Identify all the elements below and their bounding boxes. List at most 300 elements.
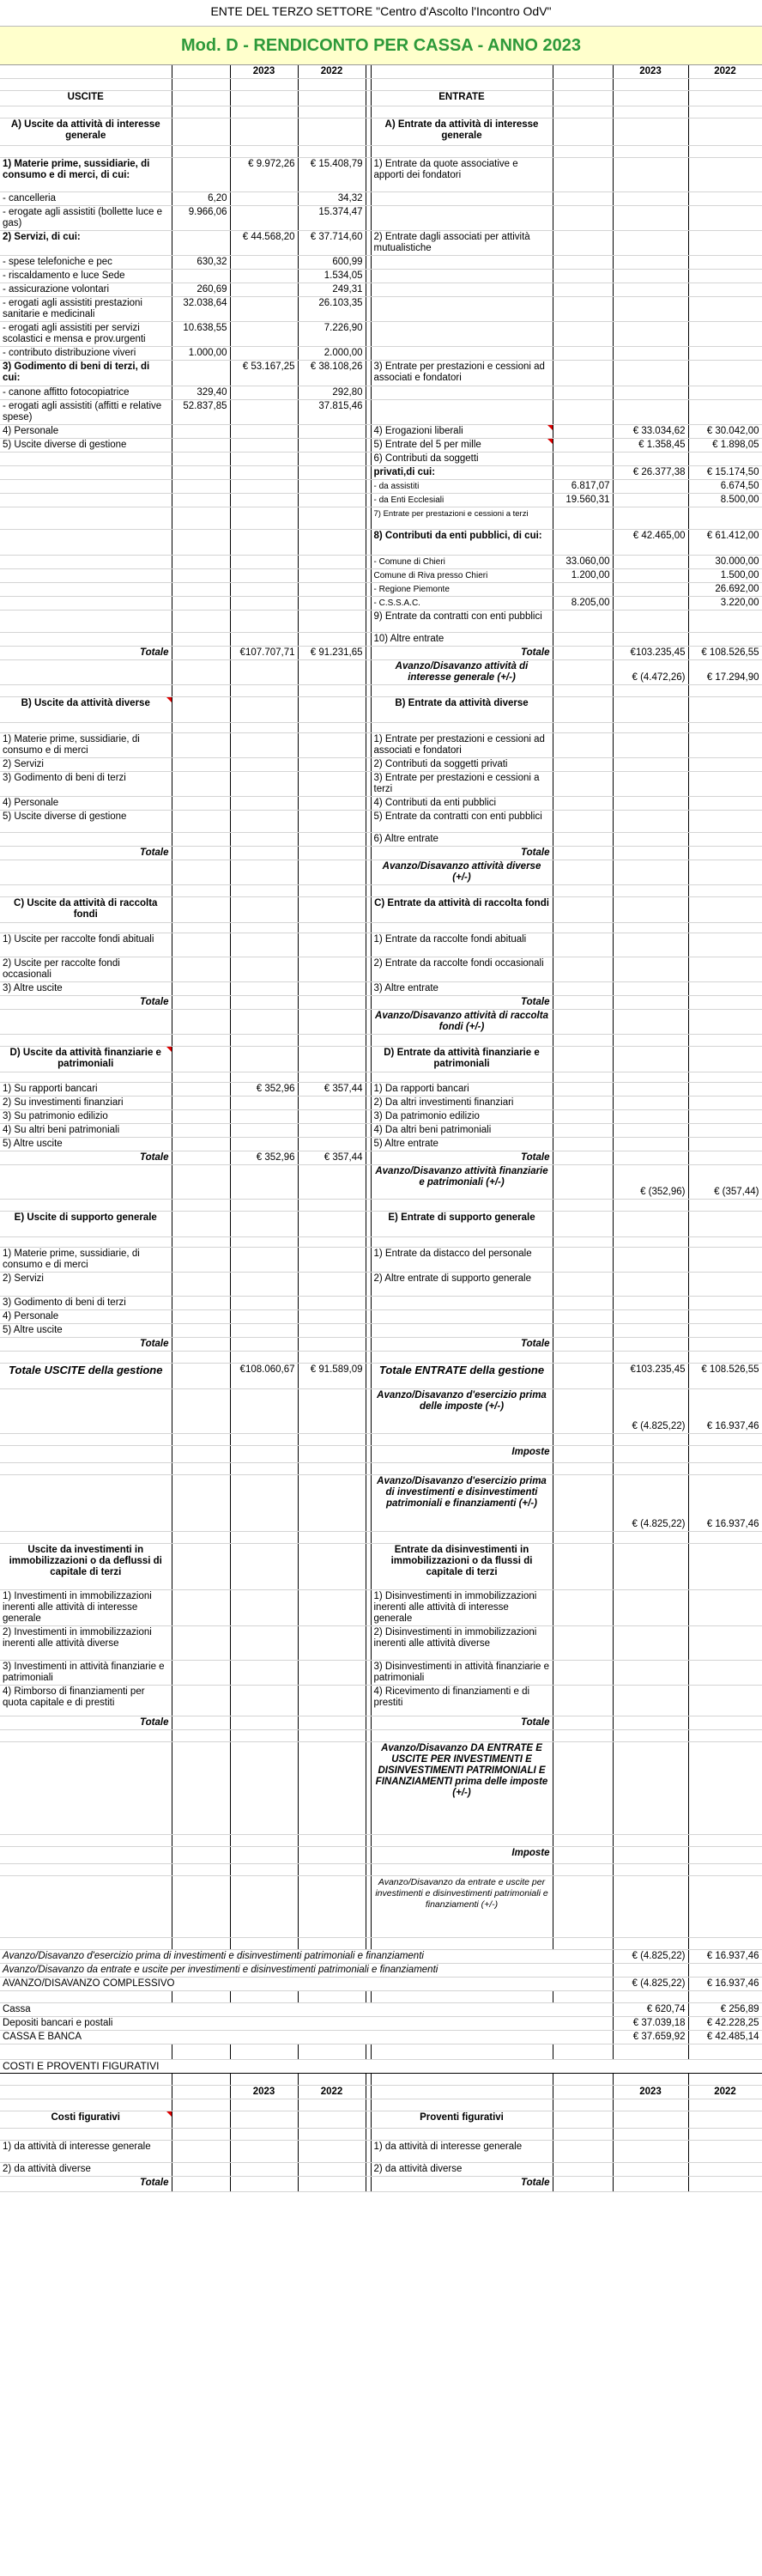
- report-title: Mod. D - RENDICONTO PER CASSA - ANNO 2023: [0, 27, 762, 65]
- entrate-sub-amount: [553, 1248, 613, 1273]
- entrate-sub-amount: [553, 158, 613, 192]
- uscite-amount-2023: €107.707,71: [230, 647, 298, 660]
- uscite-label: Totale: [0, 1338, 172, 1352]
- uscite-amount-2022: [298, 1310, 366, 1324]
- entrate-amount-2022: [688, 758, 762, 772]
- uscite-sub-amount: [172, 2099, 230, 2111]
- entrate-sub-amount: 19.560,31: [553, 494, 613, 507]
- uscite-sub-amount: [172, 982, 230, 996]
- report-row: [0, 897, 762, 923]
- uscite-label: [0, 583, 172, 597]
- uscite-label: [0, 2129, 172, 2141]
- amount-2023: € 620,74: [613, 2003, 688, 2017]
- report-row: [0, 758, 762, 772]
- uscite-sub-amount: [172, 1475, 230, 1532]
- uscite-amount-2023: [230, 2129, 298, 2141]
- uscite-label: [0, 1212, 172, 1237]
- entrate-amount-2023: [613, 2099, 688, 2111]
- uscite-label: [0, 480, 172, 494]
- uscite-amount-2022: [298, 1661, 366, 1686]
- uscite-label: [0, 530, 172, 556]
- uscite-label: - cancelleria: [0, 192, 172, 206]
- entrate-amount-2022: [688, 1047, 762, 1072]
- uscite-sub-amount: 10.638,55: [172, 322, 230, 347]
- uscite-sub-amount: [172, 530, 230, 556]
- uscite-amount-2023: [230, 2163, 298, 2177]
- entrate-amount-2022: [688, 633, 762, 647]
- entrate-amount-2022: [688, 1200, 762, 1212]
- uscite-sub-amount: [172, 1532, 230, 1544]
- uscite-amount-2022: [298, 1212, 366, 1237]
- entrate-amount-2022: [688, 297, 762, 322]
- entrate-amount-2023: [613, 256, 688, 270]
- summary-label: Cassa: [0, 2003, 613, 2017]
- uscite-amount-2023: [230, 597, 298, 611]
- uscite-sub-amount: [172, 494, 230, 507]
- entrate-label: - da Enti Ecclesiali: [371, 494, 553, 507]
- report-row: [0, 597, 762, 611]
- amount-2023: [613, 1964, 688, 1978]
- entrate-amount-2023: [613, 1200, 688, 1212]
- report-row: [0, 1165, 762, 1200]
- entrate-label: 1) Entrate da raccolte fondi abituali: [371, 933, 553, 957]
- entrate-sub-amount: [553, 833, 613, 847]
- entrate-amount-2023: [613, 1991, 688, 2003]
- uscite-sub-amount: [172, 1686, 230, 1716]
- uscite-label: 3) Godimento di beni di terzi: [0, 1297, 172, 1310]
- report-row: [0, 1200, 762, 1212]
- uscite-sub-amount: [172, 933, 230, 957]
- uscite-amount-2022: [298, 1686, 366, 1716]
- year-2022-header: 2022: [298, 2086, 366, 2099]
- report-header: [0, 0, 762, 65]
- entrate-sub-amount: [553, 1212, 613, 1237]
- uscite-amount-2022: [298, 2044, 366, 2060]
- entrate-label: [371, 1463, 553, 1475]
- uscite-amount-2022: [298, 1463, 366, 1475]
- report-row: [0, 2086, 762, 2099]
- entrate-sub-amount: [553, 697, 613, 723]
- uscite-sub-amount: [172, 1035, 230, 1047]
- entrate-amount-2022: [688, 118, 762, 146]
- uscite-label: [0, 897, 172, 923]
- entrate-amount-2023: [613, 206, 688, 231]
- uscite-sub-amount: [172, 597, 230, 611]
- entrate-sub-amount: [553, 1273, 613, 1297]
- uscite-label: [0, 1938, 172, 1950]
- entrate-amount-2022: [688, 897, 762, 923]
- uscite-label: 1) Materie prime, sussidiarie, di consumo e di merci: [0, 1248, 172, 1273]
- entrate-amount-2022: [688, 347, 762, 361]
- uscite-amount-2022: [298, 1248, 366, 1273]
- report-row: [0, 556, 762, 569]
- uscite-sub-amount: [172, 453, 230, 466]
- uscite-label: 4) Su altri beni patrimoniali: [0, 1124, 172, 1138]
- entrate-label: [371, 206, 553, 231]
- uscite-label: 5) Uscite diverse di gestione: [0, 811, 172, 833]
- report-row: [0, 1035, 762, 1047]
- uscite-label: Totale: [0, 2177, 172, 2192]
- entrate-sub-amount: [553, 231, 613, 256]
- entrate-amount-2023: [613, 1035, 688, 1047]
- report-row: [0, 2111, 762, 2129]
- uscite-label: - riscaldamento e luce Sede: [0, 270, 172, 283]
- entrate-amount-2022: [688, 1661, 762, 1686]
- entrate-sub-amount: [553, 2044, 613, 2060]
- uscite-amount-2023: [230, 1352, 298, 1364]
- uscite-amount-2022: [298, 982, 366, 996]
- uscite-amount-2023: [230, 797, 298, 811]
- entrate-amount-2023: [613, 1237, 688, 1248]
- entrate-sub-amount: [553, 923, 613, 933]
- report-row: [0, 811, 762, 833]
- entrate-amount-2023: [613, 79, 688, 91]
- uscite-sub-amount: [172, 1364, 230, 1389]
- entrate-amount-2022: [688, 733, 762, 758]
- entrate-amount-2023: [613, 833, 688, 847]
- uscite-label: [0, 1072, 172, 1083]
- entrate-label: 3) Da patrimonio edilizio: [371, 1110, 553, 1124]
- uscite-sub-amount: [172, 556, 230, 569]
- uscite-sub-amount: [172, 923, 230, 933]
- uscite-amount-2022: [298, 1273, 366, 1297]
- uscite-amount-2022: [298, 439, 366, 453]
- entrate-amount-2022: [688, 1310, 762, 1324]
- uscite-amount-2022: [298, 1847, 366, 1864]
- uscite-sub-amount: [172, 1389, 230, 1434]
- entrate-amount-2022: [688, 1072, 762, 1083]
- entrate-label: [371, 1324, 553, 1338]
- uscite-amount-2023: [230, 633, 298, 647]
- entrate-sub-amount: [553, 283, 613, 297]
- uscite-amount-2022: [298, 466, 366, 480]
- entrate-amount-2022: [688, 1010, 762, 1035]
- uscite-amount-2022: [298, 1297, 366, 1310]
- entrate-label: 3) Disinvestimenti in attività finanziarie e patrimoniali: [371, 1661, 553, 1686]
- entrate-amount-2022: € 17.294,90: [688, 660, 762, 685]
- uscite-amount-2022: [298, 583, 366, 597]
- report-row: [0, 494, 762, 507]
- uscite-label: Uscite da investimenti in immobilizzazioni o da deflussi di capitale di terzi: [0, 1544, 172, 1590]
- entrate-amount-2022: [688, 507, 762, 530]
- entrate-amount-2023: [613, 797, 688, 811]
- uscite-amount-2023: [230, 347, 298, 361]
- entrate-label: - C.S.S.A.C.: [371, 597, 553, 611]
- entrate-amount-2022: [688, 400, 762, 425]
- uscite-amount-2023: [230, 1716, 298, 1730]
- uscite-amount-2023: [230, 2099, 298, 2111]
- entrate-sub-amount: [553, 885, 613, 897]
- uscite-sub-amount: [172, 1661, 230, 1686]
- uscite-amount-2023: [230, 1434, 298, 1446]
- report-row: [0, 1212, 762, 1237]
- entrate-amount-2022: [688, 685, 762, 697]
- uscite-amount-2023: [230, 1876, 298, 1938]
- uscite-amount-2023: [230, 1212, 298, 1237]
- uscite-amount-2022: [298, 660, 366, 685]
- entrate-label: Avanzo/Disavanzo attività di raccolta fondi (+/-): [371, 1010, 553, 1035]
- uscite-label: 2) Servizi: [0, 758, 172, 772]
- entrate-label: Totale: [371, 1338, 553, 1352]
- entrate-amount-2022: [688, 2044, 762, 2060]
- report-row: [0, 1950, 762, 1964]
- uscite-amount-2023: € 9.972,26: [230, 158, 298, 192]
- uscite-amount-2022: [298, 923, 366, 933]
- entrate-label: 1) Disinvestimenti in immobilizzazioni inerenti alle attività di interesse generale: [371, 1590, 553, 1626]
- uscite-label: Costi figurativi: [0, 2111, 172, 2129]
- entrate-amount-2023: [613, 811, 688, 833]
- entrate-amount-2023: [613, 118, 688, 146]
- entrate-amount-2023: [613, 633, 688, 647]
- entrate-amount-2022: 26.692,00: [688, 583, 762, 597]
- uscite-label: [0, 1035, 172, 1047]
- uscite-label: Totale USCITE della gestione: [0, 1364, 172, 1389]
- uscite-amount-2022: [298, 1626, 366, 1661]
- uscite-amount-2022: [298, 1237, 366, 1248]
- entrate-amount-2022: [688, 1151, 762, 1165]
- entrate-amount-2023: [613, 1310, 688, 1324]
- uscite-sub-amount: [172, 270, 230, 283]
- report-row: [0, 1138, 762, 1151]
- uscite-amount-2023: [230, 466, 298, 480]
- entrate-label: [371, 1938, 553, 1950]
- entrate-sub-amount: [553, 453, 613, 466]
- uscite-amount-2023: [230, 1273, 298, 1297]
- entrate-amount-2022: [688, 1991, 762, 2003]
- uscite-amount-2022: [298, 1047, 366, 1072]
- entrate-label: 5) Altre entrate: [371, 1138, 553, 1151]
- entrate-label: 8) Contributi da enti pubblici, di cui:: [371, 530, 553, 556]
- uscite-sub-amount: [172, 1446, 230, 1463]
- uscite-sub-amount: [172, 758, 230, 772]
- report-row: [0, 1124, 762, 1138]
- uscite-label: [0, 106, 172, 118]
- report-row: [0, 733, 762, 758]
- summary-label: Depositi bancari e postali: [0, 2017, 613, 2031]
- entrate-label: Avanzo/Disavanzo da entrate e uscite per investimenti e disinvestimenti patrimoniali e finanziamenti (+/-): [371, 1876, 553, 1938]
- entrate-label: [371, 2099, 553, 2111]
- entrate-amount-2022: [688, 833, 762, 847]
- uscite-amount-2022: [298, 1165, 366, 1200]
- uscite-amount-2022: [298, 772, 366, 797]
- entrate-label: Avanzo/Disavanzo attività diverse (+/-): [371, 860, 553, 885]
- uscite-sub-amount: 329,40: [172, 386, 230, 400]
- section-title: C) Uscite da attività di raccolta fondi: [14, 898, 158, 920]
- uscite-amount-2022: [298, 453, 366, 466]
- uscite-amount-2022: [298, 2099, 366, 2111]
- entrate-label: Imposte: [371, 1847, 553, 1864]
- uscite-amount-2022: [298, 1124, 366, 1138]
- amount-2022: € 42.485,14: [688, 2031, 762, 2044]
- entrate-label: Comune di Riva presso Chieri: [371, 569, 553, 583]
- uscite-amount-2023: [230, 733, 298, 758]
- entity-name: ENTE DEL TERZO SETTORE "Centro d'Ascolto l'Incontro OdV": [0, 0, 762, 27]
- uscite-amount-2023: [230, 91, 298, 106]
- uscite-label: [0, 1742, 172, 1835]
- uscite-amount-2022: [298, 797, 366, 811]
- uscite-amount-2023: [230, 270, 298, 283]
- uscite-amount-2023: [230, 1463, 298, 1475]
- uscite-label: [0, 1847, 172, 1864]
- entrate-amount-2022: [688, 1273, 762, 1297]
- uscite-label: 1) Materie prime, sussidiarie, di consumo e di merci, di cui:: [0, 158, 172, 192]
- uscite-label: 2) Investimenti in immobilizzazioni inerenti alle attività diverse: [0, 1626, 172, 1661]
- uscite-sub-amount: [172, 1010, 230, 1035]
- uscite-amount-2022: [298, 1475, 366, 1532]
- entrate-amount-2022: [688, 611, 762, 633]
- uscite-label: - erogati agli assistiti (affitti e relative spese): [0, 400, 172, 425]
- year-2023-header: 2023: [230, 2086, 298, 2099]
- uscite-label: - contributo distribuzione viveri: [0, 347, 172, 361]
- entrate-label: [371, 1237, 553, 1248]
- entrate-sub-amount: [553, 2074, 613, 2086]
- uscite-amount-2023: [230, 1200, 298, 1212]
- report-row: [0, 647, 762, 660]
- uscite-sub-amount: [172, 1237, 230, 1248]
- entrate-label: Avanzo/Disavanzo DA ENTRATE E USCITE PER INVESTIMENTI E DISINVESTIMENTI PATRIMONIALI E FINANZIAMENTI prima delle imposte (+/-): [371, 1742, 553, 1835]
- uscite-sub-amount: [172, 79, 230, 91]
- uscite-sub-amount: [172, 146, 230, 158]
- cell: [553, 2086, 613, 2099]
- entrate-sub-amount: [553, 811, 613, 833]
- uscite-amount-2023: [230, 480, 298, 494]
- uscite-label: 3) Godimento di beni di terzi, di cui:: [0, 361, 172, 386]
- entrate-sub-amount: [553, 91, 613, 106]
- uscite-sub-amount: [172, 611, 230, 633]
- entrate-amount-2023: [613, 507, 688, 530]
- uscite-amount-2022: [298, 957, 366, 982]
- uscite-amount-2023: [230, 1590, 298, 1626]
- entrate-amount-2023: [613, 758, 688, 772]
- entrate-amount-2022: [688, 2177, 762, 2192]
- entrate-amount-2022: [688, 2129, 762, 2141]
- uscite-label: 3) Su patrimonio edilizio: [0, 1110, 172, 1124]
- uscite-sub-amount: [172, 1847, 230, 1864]
- entrate-label: [371, 685, 553, 697]
- entrate-amount-2023: [613, 1661, 688, 1686]
- uscite-amount-2023: [230, 1324, 298, 1338]
- entrate-amount-2022: [688, 1248, 762, 1273]
- uscite-amount-2023: [230, 1165, 298, 1200]
- entrate-sub-amount: [553, 206, 613, 231]
- entrate-label: Avanzo/Disavanzo attività finanziarie e patrimoniali (+/-): [371, 1165, 553, 1200]
- entrate-label: Avanzo/Disavanzo attività di interesse generale (+/-): [371, 660, 553, 685]
- uscite-amount-2023: [230, 569, 298, 583]
- entrate-label: 3) Entrate per prestazioni e cessioni ad associati e fondatori: [371, 361, 553, 386]
- report-row: [0, 933, 762, 957]
- report-row: [0, 322, 762, 347]
- report-row: [0, 1991, 762, 2003]
- uscite-amount-2022: [298, 1446, 366, 1463]
- uscite-amount-2023: [230, 1010, 298, 1035]
- uscite-amount-2022: [298, 425, 366, 439]
- entrate-sub-amount: [553, 297, 613, 322]
- uscite-amount-2023: € 53.167,25: [230, 361, 298, 386]
- uscite-amount-2022: [298, 811, 366, 833]
- uscite-label: 1) Investimenti in immobilizzazioni inerenti alle attività di interesse generale: [0, 1590, 172, 1626]
- uscite-label: 5) Uscite diverse di gestione: [0, 439, 172, 453]
- entrate-amount-2023: [613, 1273, 688, 1297]
- year-2022-header: 2022: [688, 65, 762, 79]
- entrate-label: [371, 283, 553, 297]
- report-row: [0, 2031, 762, 2044]
- report-row: [0, 957, 762, 982]
- entrate-amount-2023: [613, 583, 688, 597]
- entrate-amount-2023: [613, 1446, 688, 1463]
- uscite-sub-amount: [172, 1165, 230, 1200]
- uscite-label: 1) Materie prime, sussidiarie, di consumo e di merci: [0, 733, 172, 758]
- uscite-amount-2023: [230, 697, 298, 723]
- entrate-amount-2023: [613, 1072, 688, 1083]
- uscite-label: Totale: [0, 996, 172, 1010]
- uscite-amount-2022: [298, 1338, 366, 1352]
- entrate-amount-2023: [613, 2074, 688, 2086]
- report-row: [0, 1938, 762, 1950]
- uscite-sub-amount: [172, 647, 230, 660]
- report-row: [0, 2163, 762, 2177]
- entrate-sub-amount: [553, 322, 613, 347]
- entrate-amount-2022: € 108.526,55: [688, 1364, 762, 1389]
- uscite-amount-2022: [298, 1072, 366, 1083]
- uscite-sub-amount: [172, 685, 230, 697]
- uscite-amount-2023: [230, 1338, 298, 1352]
- uscite-sub-amount: [172, 1297, 230, 1310]
- report-row: [0, 797, 762, 811]
- entrate-amount-2023: [613, 847, 688, 860]
- report-row: [0, 1716, 762, 1730]
- amount-2023: € 37.039,18: [613, 2017, 688, 2031]
- report-row: [0, 1686, 762, 1716]
- entrate-amount-2023: [613, 1938, 688, 1950]
- entrate-sub-amount: [553, 1010, 613, 1035]
- uscite-label: [0, 556, 172, 569]
- entrate-label: [371, 79, 553, 91]
- uscite-sub-amount: [172, 91, 230, 106]
- report-row: [0, 1463, 762, 1475]
- entrate-label: [371, 386, 553, 400]
- uscite-label: 3) Godimento di beni di terzi: [0, 772, 172, 797]
- entrate-label: [371, 347, 553, 361]
- uscite-sub-amount: [172, 833, 230, 847]
- uscite-sub-amount: [172, 1248, 230, 1273]
- uscite-amount-2022: 292,80: [298, 386, 366, 400]
- uscite-amount-2022: [298, 1010, 366, 1035]
- report-row: [0, 1097, 762, 1110]
- uscite-sub-amount: [172, 2163, 230, 2177]
- entrate-amount-2022: [688, 2099, 762, 2111]
- entrate-amount-2022: [688, 192, 762, 206]
- entrate-sub-amount: [553, 847, 613, 860]
- uscite-amount-2023: [230, 1072, 298, 1083]
- uscite-amount-2022: 37.815,46: [298, 400, 366, 425]
- entrate-label: - da assistiti: [371, 480, 553, 494]
- uscite-amount-2022: [298, 480, 366, 494]
- entrate-label: Avanzo/Disavanzo d'esercizio prima di investimenti e disinvestimenti patrimoniali e finanziamenti (+/-): [371, 1475, 553, 1532]
- uscite-amount-2022: [298, 1035, 366, 1047]
- report-row: [0, 1742, 762, 1835]
- uscite-label: [0, 1165, 172, 1200]
- report-row: [0, 2141, 762, 2163]
- entrate-amount-2022: [688, 1212, 762, 1237]
- entrate-label: Totale: [371, 647, 553, 660]
- entrate-label: ENTRATE: [371, 91, 553, 106]
- entrate-amount-2022: [688, 996, 762, 1010]
- entrate-label: Totale: [371, 1716, 553, 1730]
- entrate-amount-2023: [613, 723, 688, 733]
- uscite-amount-2023: [230, 583, 298, 597]
- uscite-sub-amount: [172, 957, 230, 982]
- entrate-label: [371, 192, 553, 206]
